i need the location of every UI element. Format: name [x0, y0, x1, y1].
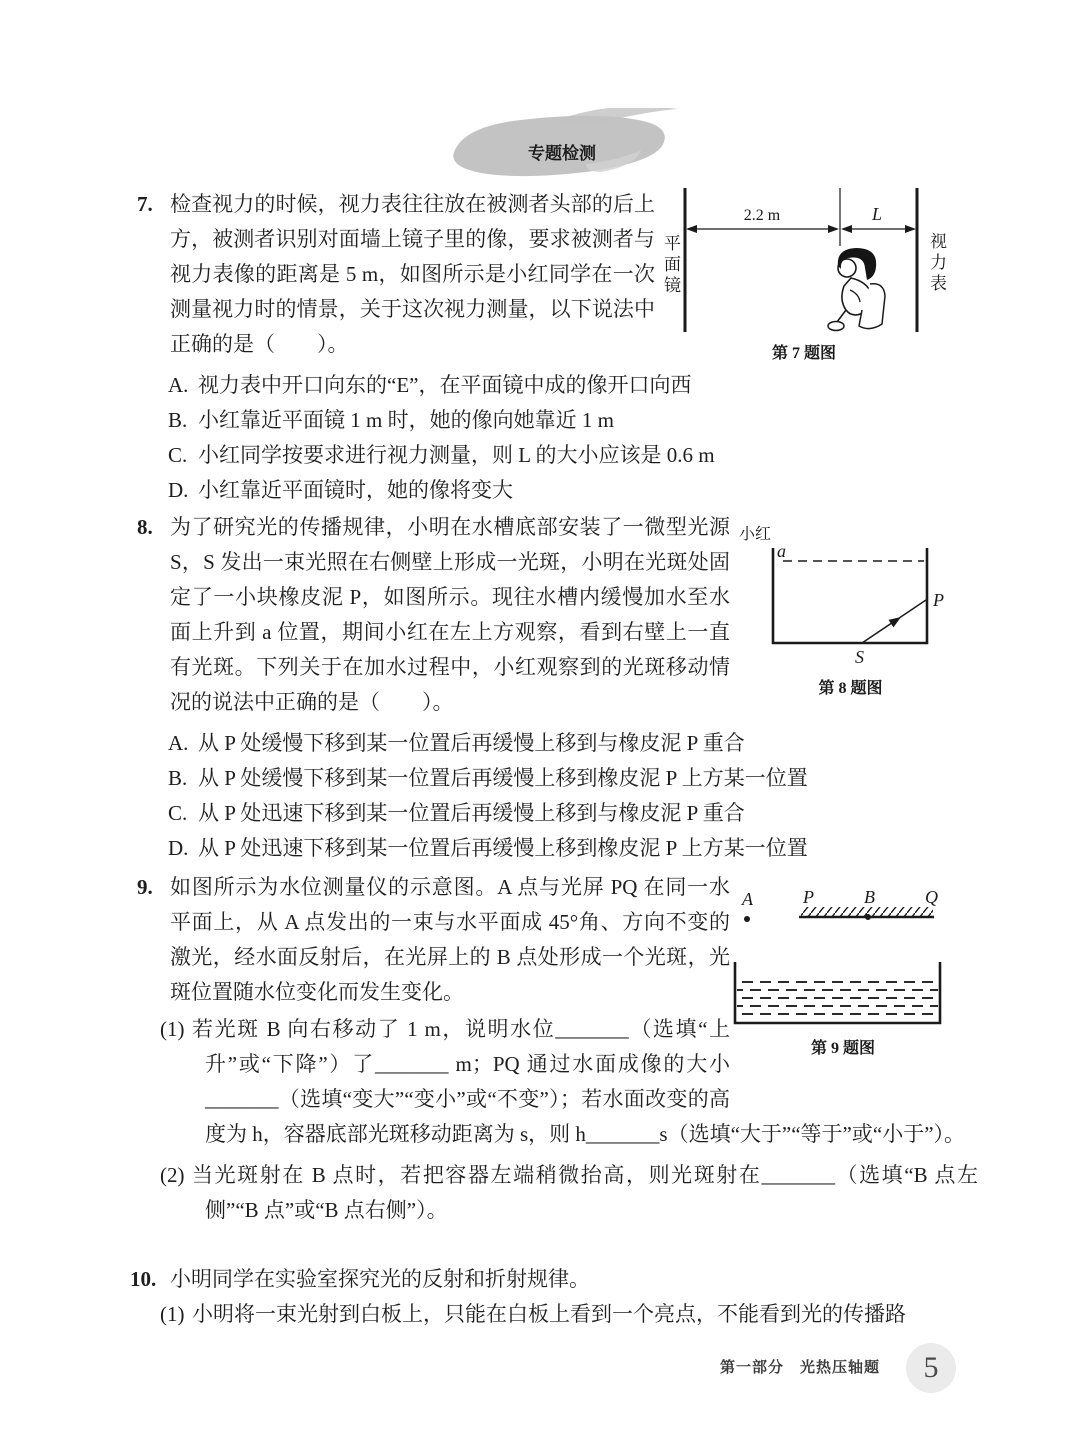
section-badge: [436, 108, 686, 188]
part-label: (1): [160, 1302, 185, 1326]
water-tank-outline: [773, 548, 927, 643]
water-level-a-label: a: [777, 541, 786, 561]
question-10: [0, 1262, 978, 1332]
question-9-stem: 如图所示为水位测量仪的示意图。A 点与光屏 PQ 在同一水平面上，从 A 点发出的一束与水平面成 45°角、方向不变的激光，经水面反射后，在光屏上的 B 点处形成一个光斑，光斑位置随水位变化而发生变化。: [170, 875, 730, 1004]
spot-P-label: P: [933, 590, 944, 610]
figure-7-caption: 第 7 题图: [771, 345, 836, 362]
brush-stroke-graphic: [436, 108, 686, 188]
question-8-stem: 为了研究光的传播规律，小明在水槽底部安装了一微型光源 S，S 发出一束光照在右侧壁上形成一光斑，小明在光斑处固定了一小块橡皮泥 P，如图所示。现往水槽内缓慢加水至水面上升到 a 位置，期间小红在左上方观察，看到右壁上一直有光斑。下列关于在加水过程中，小红观察到的光斑移动情况的说法中正确的是（ ）。: [170, 515, 730, 714]
distance-label: 2.2 m: [743, 207, 781, 224]
option-text: 从 P 处缓慢下移到某一位置后再缓慢上移到与橡皮泥 P 重合: [198, 731, 745, 755]
option-row: [168, 438, 978, 473]
option-label: B.: [168, 766, 188, 790]
option-row: [168, 726, 978, 761]
observer-label: 小红: [739, 526, 772, 543]
option-text: 从 P 处缓慢下移到某一位置后再缓慢上移到橡皮泥 P 上方某一位置: [198, 766, 808, 790]
option-label: D.: [168, 836, 189, 860]
ray-arrowhead: [889, 613, 904, 627]
option-text: 视力表中开口向东的“E”，在平面镜中成的像开口向西: [198, 373, 692, 397]
arrowhead: [686, 225, 697, 233]
point-B-label: B: [864, 887, 875, 907]
option-label: D.: [168, 478, 189, 502]
vision-chart-label: 视力表: [927, 232, 946, 295]
question-7-stem: 检查视力的时候，视力表往往放在被测者头部的后上方，被测者识别对面墙上镜子里的像，要求被测者与视力表像的距离是 5 m，如图所示是小红同学在一次测量视力时的情景，关于这次视力测量，以下说法中正确的是（ ）。: [170, 192, 655, 356]
figure-8-caption: 第 8 题图: [818, 680, 883, 697]
arrowhead: [841, 225, 852, 233]
page-number-badge: [906, 1343, 956, 1393]
part-text: 若光斑 B 向右移动了 1 m，说明水位_______（选填“上升”或“下降”）了_______ m；PQ 通过水面成像的大小_______（选填“变大”“变小”或“不变”）；若水面改变的高度为 h，容器底部光斑移动距离为 s，则 h_______s（选填“大于”“等于”或“小于”）。: [192, 1017, 966, 1146]
mirror-label: 平面镜: [661, 234, 680, 297]
arrowhead: [828, 225, 839, 233]
option-label: C.: [168, 443, 188, 467]
point-Q-label: Q: [925, 887, 938, 907]
part-label: (2): [160, 1163, 185, 1187]
question-7-options: [0, 368, 978, 508]
question-10-number: 10.: [130, 1267, 157, 1291]
option-text: 小红靠近平面镜时，她的像将变大: [198, 478, 513, 502]
question-9-part-2: [160, 1158, 978, 1228]
option-label: A.: [168, 373, 189, 397]
seated-girl-figure: [828, 248, 885, 331]
footer-section-title: 第一部分 光热压轴题: [719, 1360, 880, 1376]
figure-9-diagram: [723, 883, 963, 1031]
option-row: [168, 473, 978, 508]
figure-8-diagram: [733, 523, 968, 671]
question-7-number: 7.: [137, 192, 153, 216]
water-fill: [737, 978, 938, 1021]
question-10-stem: 小明同学在实验室探究光的反射和折射规律。: [170, 1267, 590, 1291]
question-10-part-1: [160, 1297, 978, 1332]
figure-question-9: [723, 883, 963, 1061]
question-8-options: [0, 726, 978, 866]
part-text: 小明将一束光射到白板上，只能在白板上看到一个亮点，不能看到光的传播路: [192, 1302, 906, 1326]
option-row: [168, 831, 978, 866]
figure-question-7: [648, 180, 960, 370]
figure-question-8: [733, 523, 968, 698]
part-text: 当光斑射在 B 点时，若把容器左端稍微抬高，则光斑射在_______（选填“B 点左侧”“B 点”或“B 点右侧”）。: [192, 1163, 978, 1222]
part-label: (1): [160, 1017, 185, 1041]
arrowhead: [905, 225, 916, 233]
option-label: B.: [168, 408, 188, 432]
option-label: C.: [168, 801, 188, 825]
option-row: [168, 761, 978, 796]
option-row: [168, 796, 978, 831]
option-text: 小红同学按要求进行视力测量，则 L 的大小应该是 0.6 m: [198, 443, 715, 467]
question-9-number: 9.: [137, 875, 153, 899]
option-text: 从 P 处迅速下移到某一位置后再缓慢上移到橡皮泥 P 上方某一位置: [198, 836, 808, 860]
point-P-label: P: [803, 887, 814, 907]
length-L-label: L: [871, 204, 883, 224]
option-label: A.: [168, 731, 189, 755]
source-S-label: S: [855, 647, 864, 667]
point-A-dot: [744, 916, 750, 922]
point-B-dot: [865, 914, 871, 920]
figure-7-diagram: [648, 180, 960, 338]
option-row: [168, 403, 978, 438]
figure-9-caption: 第 9 题图: [810, 1040, 875, 1057]
option-text: 从 P 处迅速下移到某一位置后再缓慢上移到与橡皮泥 P 重合: [198, 801, 745, 825]
option-text: 小红靠近平面镜 1 m 时，她的像向她靠近 1 m: [198, 408, 614, 432]
page-number: 5: [923, 1351, 939, 1384]
point-A-label: A: [742, 889, 753, 909]
option-row: [168, 368, 978, 403]
question-8-number: 8.: [137, 515, 153, 539]
badge-title: 专题检测: [528, 144, 596, 163]
